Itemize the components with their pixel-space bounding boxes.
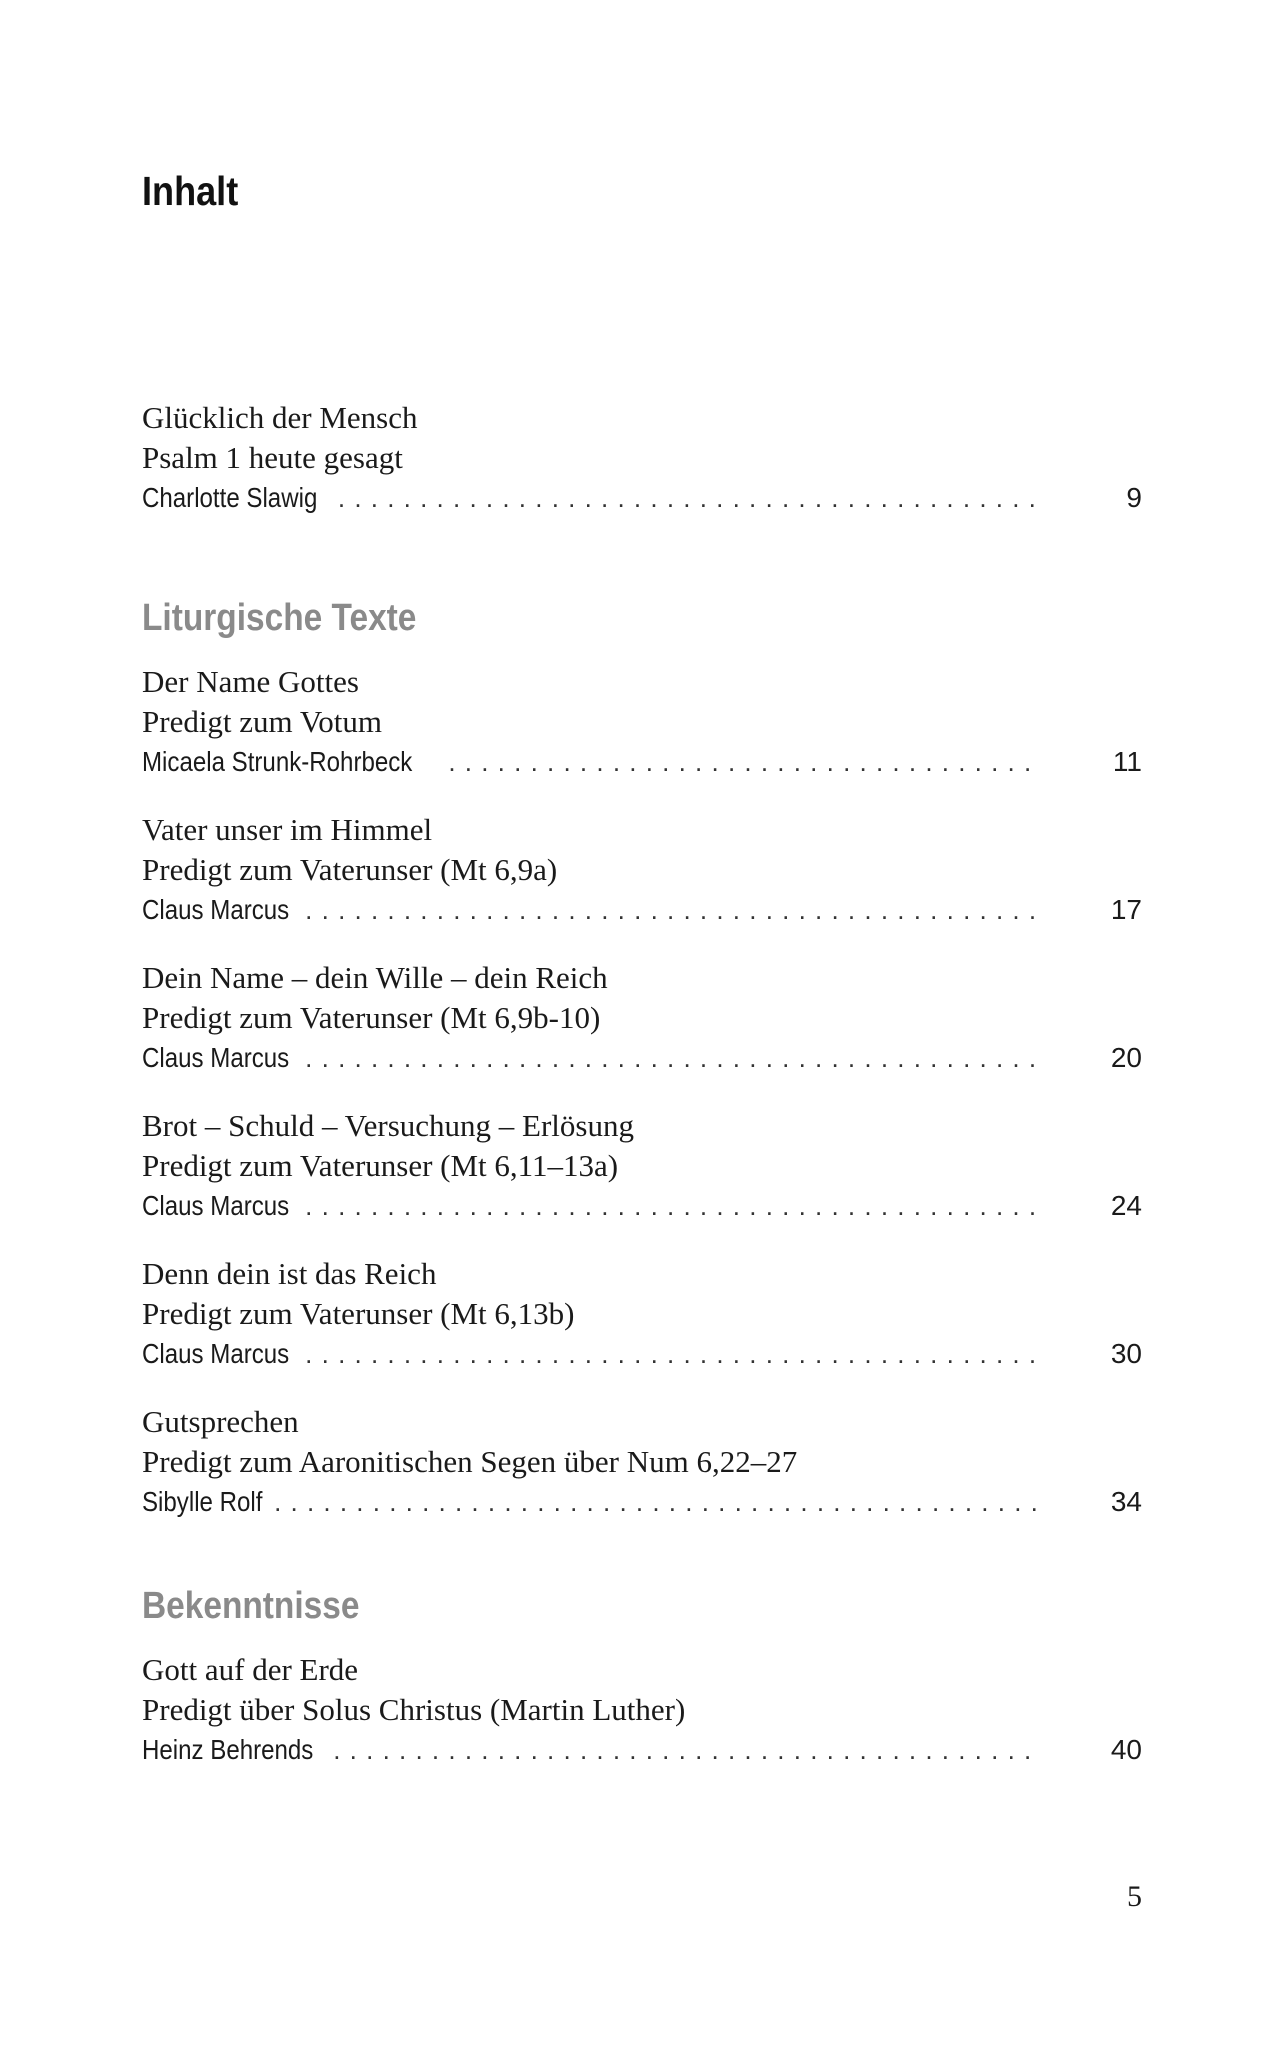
entry-subtitle: Predigt zum Vaterunser (Mt 6,9a) — [142, 852, 558, 887]
entry-title: Vater unser im Himmel — [142, 812, 433, 847]
entry-title: Brot – Schuld – Versuchung – Erlösung — [142, 1108, 634, 1143]
entry-subtitle: Predigt zum Votum — [142, 704, 382, 739]
entry-page-ref: 30 — [1110, 1338, 1142, 1369]
entry-subtitle: Predigt zum Aaronitischen Segen über Num 6,22–27 — [142, 1444, 798, 1479]
entry-author-line — [142, 1038, 1142, 1078]
entry-author: Claus Marcus — [142, 894, 290, 925]
page-number: 5 — [1127, 1880, 1142, 1913]
table-of-contents — [142, 398, 1142, 1770]
entry-title: Glücklich der Mensch — [142, 400, 418, 435]
page-title: Inhalt — [142, 168, 239, 214]
dot-leader — [333, 1730, 1042, 1770]
toc-entry — [142, 1650, 1142, 1770]
toc-entry — [142, 662, 1142, 782]
entry-author-line — [142, 1730, 1142, 1770]
toc-entry — [142, 398, 1142, 518]
entry-author-line — [142, 1334, 1142, 1374]
dot-leader — [305, 1186, 1042, 1226]
entry-author: Sibylle Rolf — [142, 1486, 263, 1517]
toc-section — [142, 1580, 1142, 1770]
entry-author-line — [142, 742, 1142, 782]
dot-leader — [274, 1482, 1042, 1522]
toc-entry — [142, 810, 1142, 930]
entry-subtitle: Psalm 1 heute gesagt — [142, 440, 403, 475]
section-heading: Liturgische Texte — [142, 597, 417, 639]
entry-page-ref: 34 — [1110, 1486, 1142, 1517]
entry-author: Claus Marcus — [142, 1190, 290, 1221]
entry-page-ref: 20 — [1110, 1042, 1142, 1073]
dot-leader — [305, 1334, 1042, 1374]
entry-page-ref: 9 — [1126, 482, 1142, 513]
entry-author: Charlotte Slawig — [142, 482, 318, 513]
entry-page-ref: 24 — [1110, 1190, 1142, 1221]
entry-page-ref: 17 — [1110, 894, 1142, 925]
toc-entry — [142, 1254, 1142, 1374]
entry-subtitle: Predigt zum Vaterunser (Mt 6,11–13a) — [142, 1148, 619, 1183]
entry-author-line — [142, 1482, 1142, 1522]
toc-entry — [142, 1402, 1142, 1522]
entry-subtitle: Predigt zum Vaterunser (Mt 6,9b-10) — [142, 1000, 601, 1035]
toc-entry — [142, 1106, 1142, 1226]
entry-title: Gutsprechen — [142, 1404, 299, 1439]
entry-subtitle: Predigt über Solus Christus (Martin Luther) — [142, 1692, 686, 1727]
dot-leader — [305, 890, 1042, 930]
entry-author: Claus Marcus — [142, 1042, 290, 1073]
entry-subtitle: Predigt zum Vaterunser (Mt 6,13b) — [142, 1296, 575, 1331]
entry-author-line — [142, 1186, 1142, 1226]
entry-title: Gott auf der Erde — [142, 1652, 359, 1687]
entry-title: Dein Name – dein Wille – dein Reich — [142, 960, 608, 995]
toc-section — [142, 592, 1142, 1522]
entry-author-line — [142, 890, 1142, 930]
entry-author: Heinz Behrends — [142, 1734, 314, 1765]
entry-author: Micaela Strunk-Rohrbeck — [142, 746, 413, 777]
section-heading: Bekenntnisse — [142, 1585, 360, 1627]
toc-entry — [142, 958, 1142, 1078]
entry-author: Claus Marcus — [142, 1338, 290, 1369]
dot-leader — [305, 1038, 1042, 1078]
dot-leader — [338, 478, 1042, 518]
entry-page-ref: 11 — [1112, 746, 1142, 777]
entry-page-ref: 40 — [1110, 1734, 1142, 1765]
entry-author-line — [142, 478, 1142, 518]
dot-leader — [448, 742, 1042, 782]
entry-title: Der Name Gottes — [142, 664, 359, 699]
entry-title: Denn dein ist das Reich — [142, 1256, 437, 1291]
